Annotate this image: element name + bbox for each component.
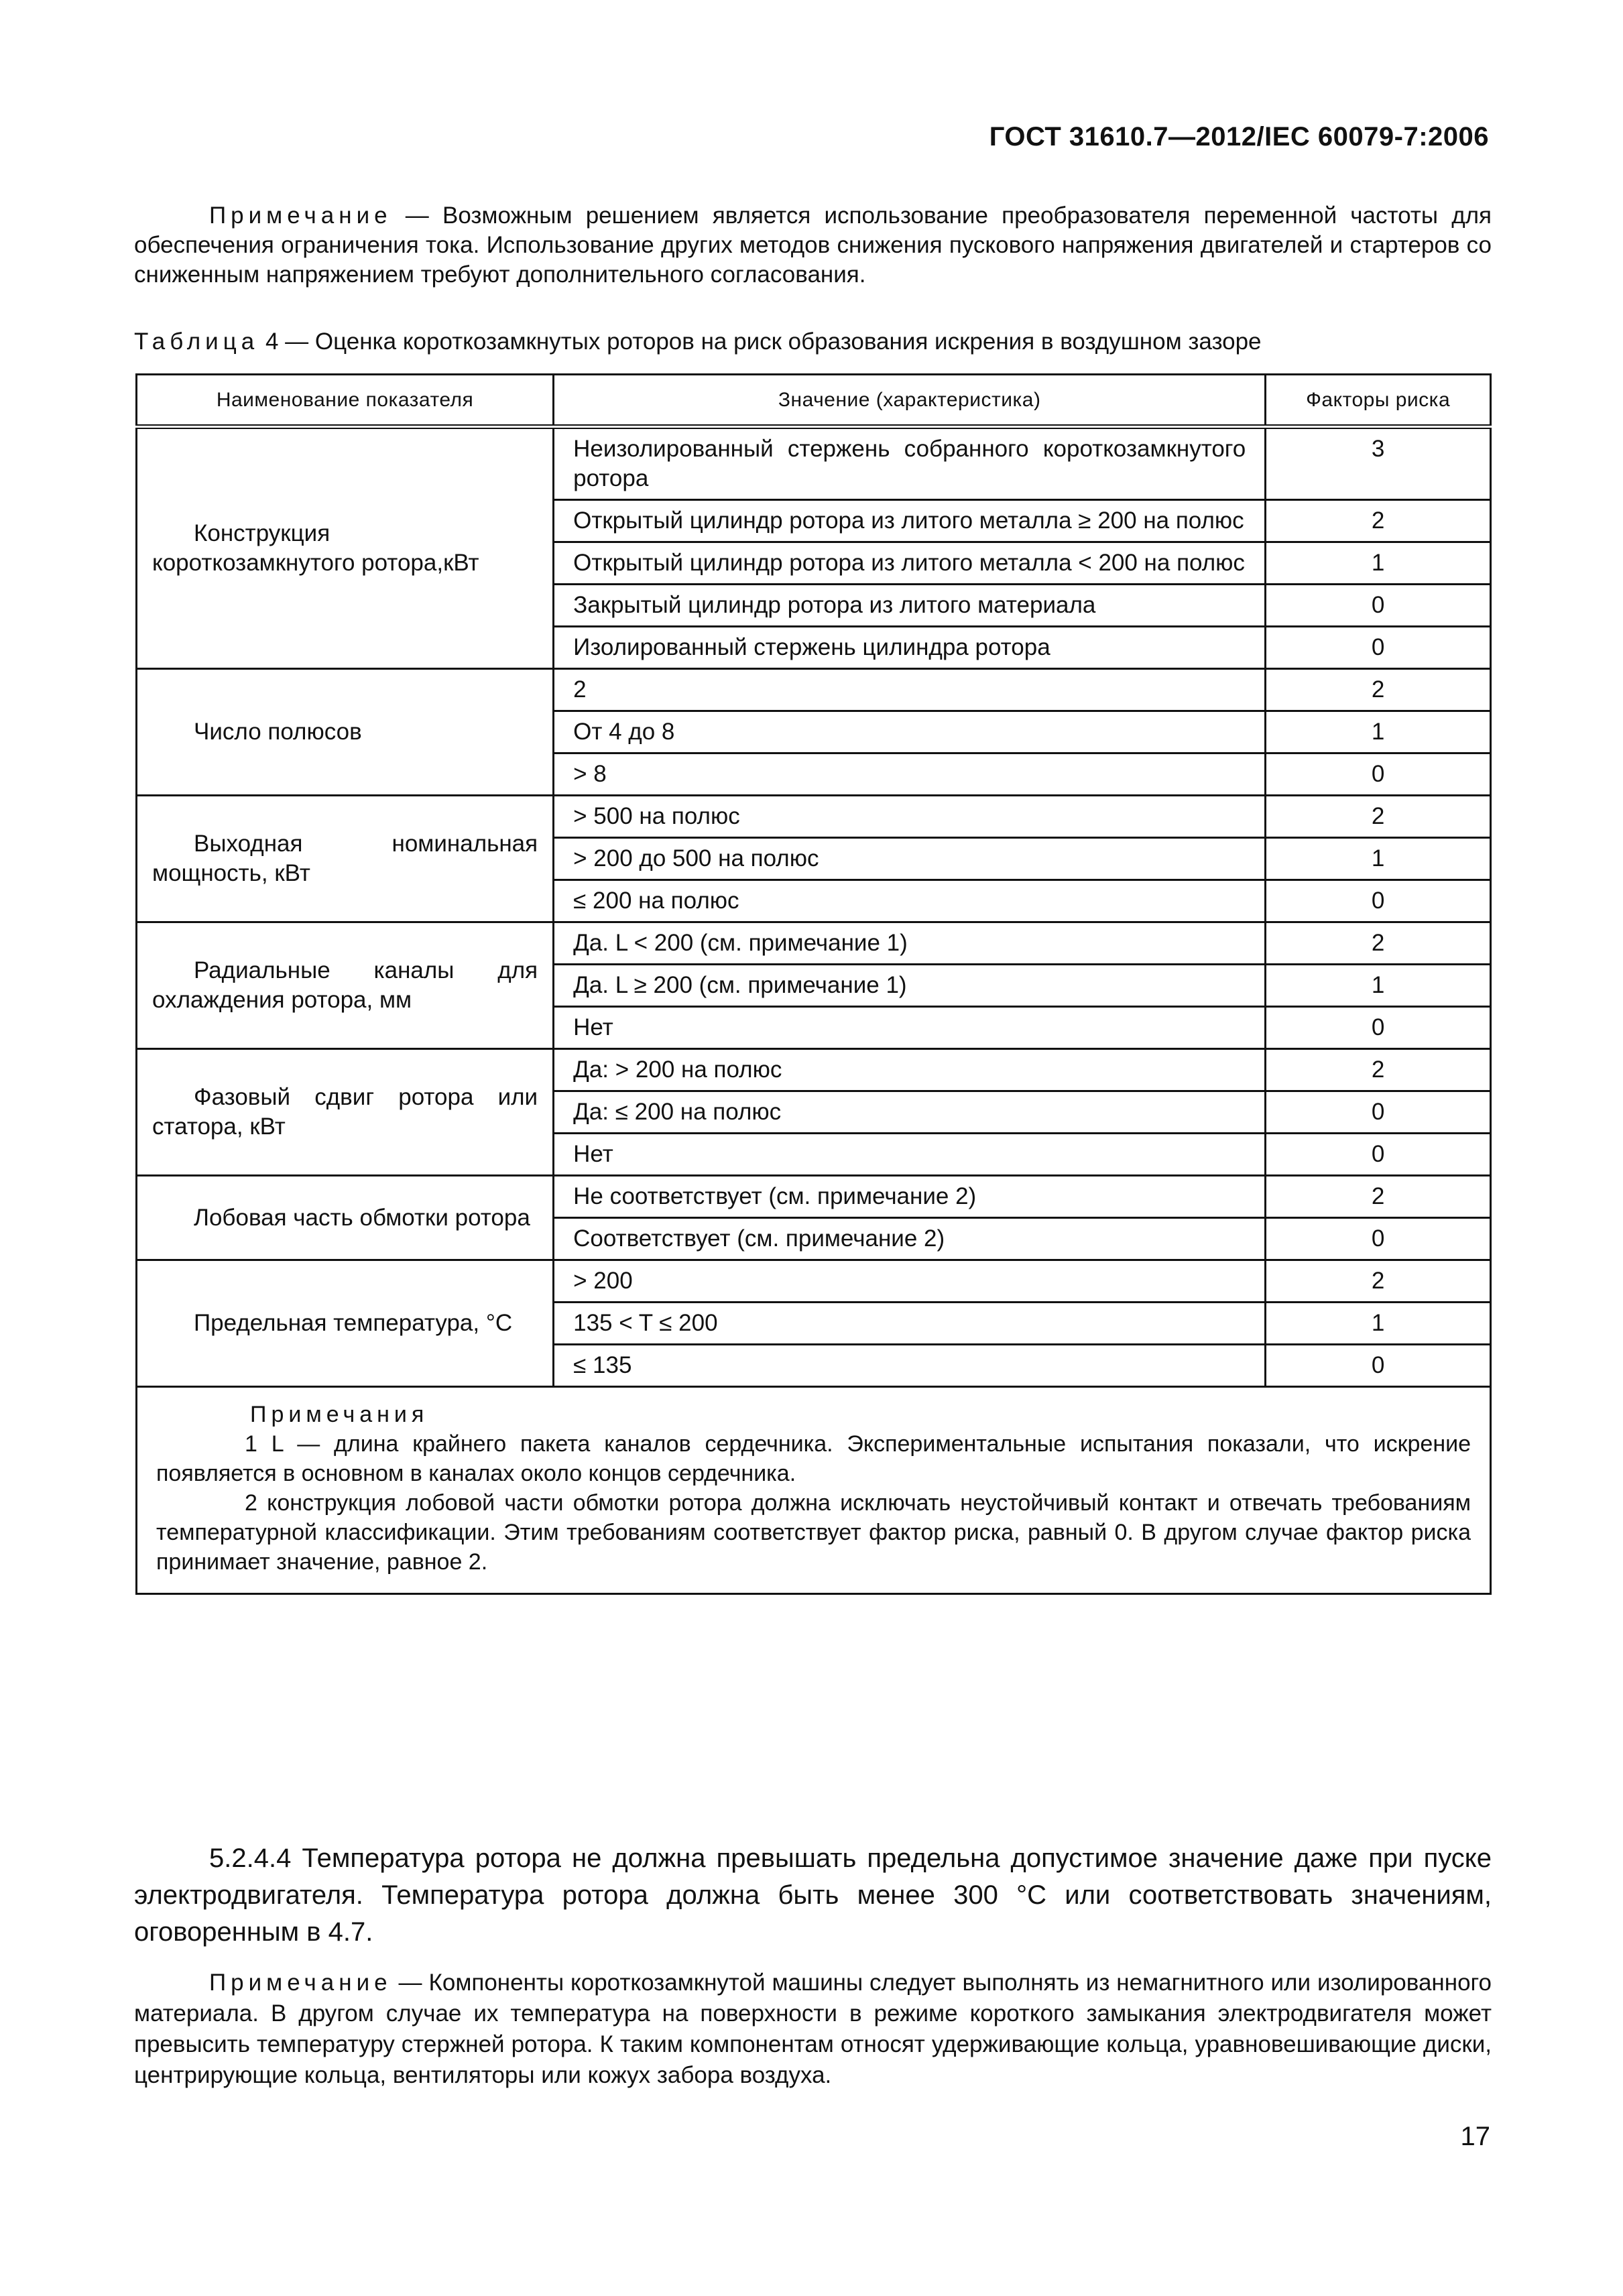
value-cell: Да. L ≥ 200 (см. примечание 1) — [554, 965, 1266, 1007]
column-header: Наименование показателя — [137, 375, 554, 427]
value-cell: > 200 — [554, 1260, 1266, 1303]
page-number: 17 — [1460, 2122, 1490, 2151]
risk-factor-cell: 2 — [1266, 669, 1491, 711]
value-cell: ≤ 135 — [554, 1345, 1266, 1387]
note-top-dash: — — [392, 202, 442, 229]
parameter-cell — [137, 669, 554, 796]
table-row — [137, 1049, 1491, 1091]
note-bottom-label: Примечание — [209, 1970, 392, 1996]
note-top-text: Возможным решением является использование преобразователя переменной частоты для обеспечения ограничения тока. Использование других методов снижения пускового напряжения двигателей и стартеров со сниженным напряжением требуют дополнительного согласования. — [134, 202, 1492, 288]
risk-factor-cell: 0 — [1266, 627, 1491, 669]
parameter-cell — [137, 796, 554, 922]
value-cell: Нет — [554, 1007, 1266, 1049]
risk-factor-cell: 0 — [1266, 1218, 1491, 1260]
parameter-cell — [137, 427, 554, 669]
risk-factor-cell: 0 — [1266, 1007, 1491, 1049]
risk-factor-cell: 0 — [1266, 1345, 1491, 1387]
risk-factor-cell: 2 — [1266, 796, 1491, 838]
parameter-name: Радиальные каналы для охлаждения ротора, мм — [152, 957, 538, 1013]
value-cell: 2 — [554, 669, 1266, 711]
parameter-name: Конструкция короткозамкнутого ротора,кВт — [152, 520, 479, 576]
table-row — [137, 1260, 1491, 1303]
value-cell: Соответствует (см. примечание 2) — [554, 1218, 1266, 1260]
risk-factor-cell: 0 — [1266, 1134, 1491, 1176]
table-caption-label: Таблица — [134, 328, 259, 355]
risk-factor-cell: 2 — [1266, 1176, 1491, 1218]
value-cell: Да: > 200 на полюс — [554, 1049, 1266, 1091]
parameter-name: Лобовая часть обмотки ротора — [194, 1204, 530, 1231]
risk-factor-cell: 2 — [1266, 500, 1491, 542]
risk-factor-cell: 0 — [1266, 1091, 1491, 1134]
risk-factor-cell: 1 — [1266, 838, 1491, 880]
table-caption-text: 4 — Оценка короткозамкнутых роторов на риск образования искрения в воздушном зазоре — [259, 328, 1262, 355]
table-caption — [134, 327, 1492, 357]
table-row — [137, 796, 1491, 838]
table-header-row — [137, 375, 1491, 427]
parameter-name: Предельная температура, °С — [194, 1310, 513, 1336]
value-cell: Закрытый цилиндр ротора из литого материала — [554, 585, 1266, 627]
risk-factor-cell: 1 — [1266, 1303, 1491, 1345]
risk-factor-cell: 1 — [1266, 965, 1491, 1007]
notes-title: Примечания — [250, 1402, 429, 1427]
column-header: Факторы риска — [1266, 375, 1491, 427]
risk-table — [135, 373, 1492, 1595]
table-notes-row — [137, 1387, 1491, 1594]
risk-factor-cell: 1 — [1266, 711, 1491, 753]
value-cell: Изолированный стержень цилиндра ротора — [554, 627, 1266, 669]
table-notes — [137, 1387, 1491, 1594]
value-cell: ≤ 200 на полюс — [554, 880, 1266, 922]
value-cell: Открытый цилиндр ротора из литого металла ≥ 200 на полюс — [554, 500, 1266, 542]
risk-factor-cell: 2 — [1266, 1049, 1491, 1091]
note-bottom-dash: — — [392, 1970, 429, 1996]
risk-factor-cell: 3 — [1266, 427, 1491, 500]
value-cell: Не соответствует (см. примечание 2) — [554, 1176, 1266, 1218]
table-note-item: 2 конструкция лобовой части обмотки ротора должна исключать неустойчивый контакт и отвечать требованиям температурной классификации. Этим требованиям соответствует фактор риска, равный 0. В другом случае фактор риска принимает значение, равное 2. — [156, 1490, 1471, 1575]
value-cell: 135 < T ≤ 200 — [554, 1303, 1266, 1345]
note-top-label: Примечание — [209, 202, 392, 229]
value-cell: Да: ≤ 200 на полюс — [554, 1091, 1266, 1134]
risk-factor-cell: 0 — [1266, 585, 1491, 627]
risk-factor-cell: 2 — [1266, 1260, 1491, 1303]
parameter-name: Выходная номинальная мощность, кВт — [152, 831, 538, 886]
parameter-cell — [137, 1260, 554, 1387]
section-5-2-4-4: 5.2.4.4 Температура ротора не должна превышать предельна допустимое значение даже при пуске электродвигателя. Температура ротора должна быть менее 300 °С или соответствовать значениям, оговоренным в 4.7. — [134, 1844, 1492, 1947]
risk-factor-cell: 0 — [1266, 880, 1491, 922]
value-cell: Нет — [554, 1134, 1266, 1176]
table-note-item: 1 L — длина крайнего пакета каналов сердечника. Экспериментальные испытания показали, что искрение появляется в основном в каналах около концов сердечника. — [156, 1431, 1471, 1486]
value-cell: > 200 до 500 на полюс — [554, 838, 1266, 880]
value-cell: Открытый цилиндр ротора из литого металла < 200 на полюс — [554, 542, 1266, 585]
parameter-cell — [137, 1176, 554, 1260]
note-top — [134, 201, 1492, 290]
value-cell: > 500 на полюс — [554, 796, 1266, 838]
value-cell: Да. L < 200 (см. примечание 1) — [554, 922, 1266, 965]
table-row — [137, 427, 1491, 500]
risk-factor-cell: 2 — [1266, 922, 1491, 965]
parameter-cell — [137, 1049, 554, 1176]
table-row — [137, 669, 1491, 711]
parameter-cell — [137, 922, 554, 1049]
table-row — [137, 922, 1491, 965]
value-cell: > 8 — [554, 753, 1266, 796]
table-row — [137, 1176, 1491, 1218]
column-header: Значение (характеристика) — [554, 375, 1266, 427]
note-bottom — [134, 1968, 1492, 2091]
value-cell: Неизолированный стержень собранного короткозамкнутого ротора — [554, 427, 1266, 500]
parameter-name: Число полюсов — [194, 719, 362, 745]
risk-factor-cell: 1 — [1266, 542, 1491, 585]
risk-factor-cell: 0 — [1266, 753, 1491, 796]
document-header: ГОСТ 31610.7—2012/IEC 60079-7:2006 — [989, 122, 1489, 152]
note-bottom-text: Компоненты короткозамкнутой машины следует выполнять из немагнитного или изолированного материала. В другом случае их температура на поверхности в режиме короткого замыкания электродвигателя может превысить температуру стержней ротора. К таким компонентам относят удерживающие кольца, уравновешивающие диски, центрирующие кольца, вентиляторы или кожух забора воздуха. — [134, 1970, 1492, 2088]
value-cell: От 4 до 8 — [554, 711, 1266, 753]
parameter-name: Фазовый сдвиг ротора или статора, кВт — [152, 1084, 538, 1140]
